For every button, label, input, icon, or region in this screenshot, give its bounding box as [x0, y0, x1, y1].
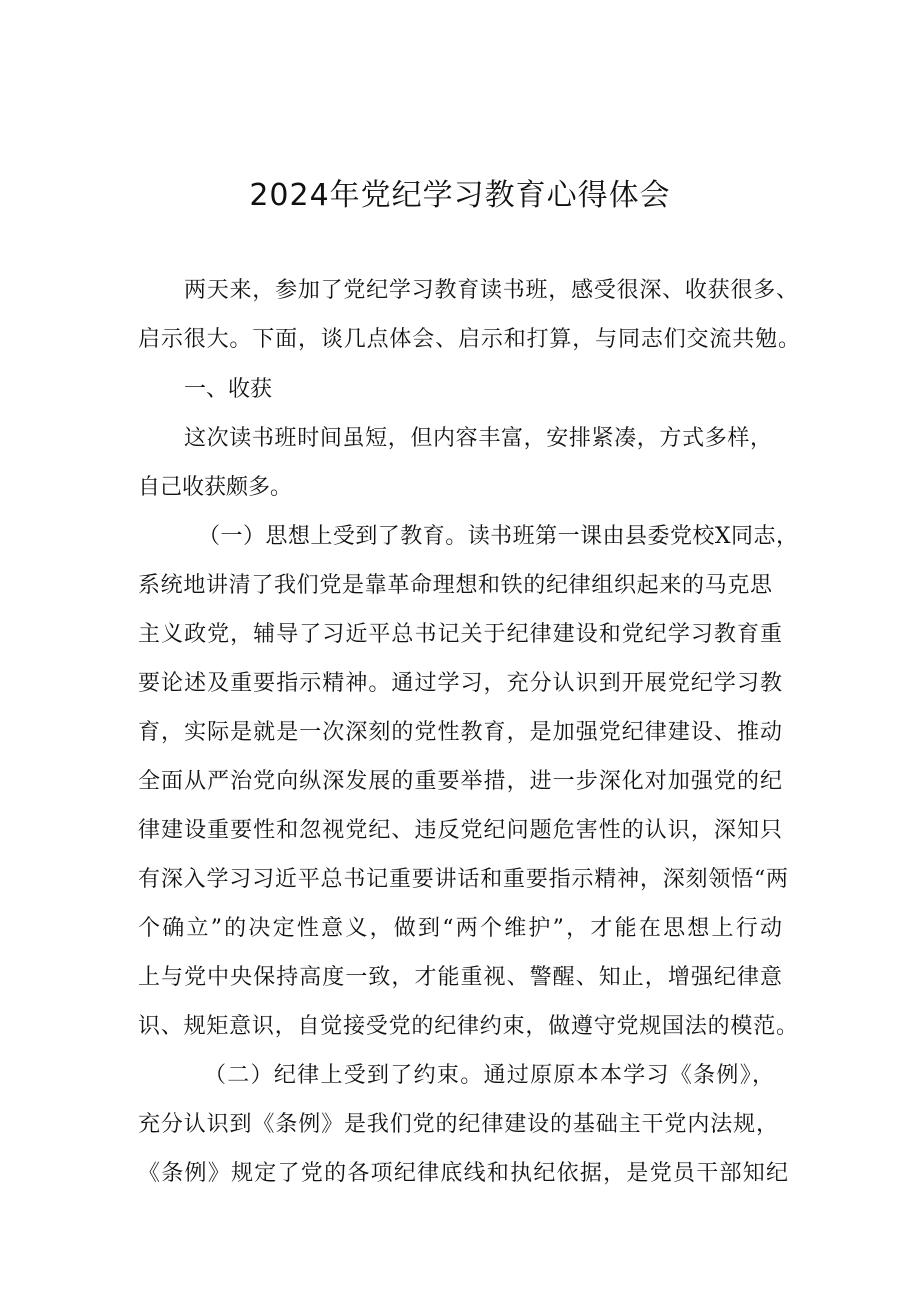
intro-line-1: 两天来，参加了党纪学习教育读书班，感受很深、收获很多、 — [184, 278, 798, 303]
item-one-line-2: 系统地讲清了我们党是靠革命理想和铁的纪律组织起来的马克思 — [138, 573, 772, 598]
summary-line-2: 自己收获颇多。 — [138, 475, 293, 500]
section-heading: 一、收获 — [184, 377, 273, 402]
intro-line-2: 启示很大。下面，谈几点体会、启示和打算，与同志们交流共勉。 — [138, 327, 800, 352]
item-one-line-4: 要论述及重要指示精神。通过学习，充分认识到开展党纪学习教 — [138, 671, 782, 696]
item-one-line-10: 上与党中央保持高度一致，才能重视、警醒、知止，增强纪律意 — [138, 965, 782, 990]
item-one-line-5: 育，实际是就是一次深刻的党性教育，是加强党纪律建设、推动 — [138, 720, 782, 745]
item-one-line-3: 主义政党，辅导了习近平总书记关于纪律建设和党纪学习教育重 — [138, 622, 782, 647]
item-two-line-3: 《条例》规定了党的各项纪律底线和执纪依据，是党员干部知纪 — [138, 1161, 788, 1186]
summary-line-1: 这次读书班时间虽短，但内容丰富，安排紧凑，方式多样， — [184, 426, 772, 451]
item-one-line-9: 个确立”的决定性意义，做到“两个维护”，才能在思想上行动 — [138, 916, 782, 941]
item-one-line-6: 全面从严治党向纵深发展的重要举措，进一步深化对加强党的纪 — [138, 769, 782, 794]
item-one-line-11: 识、规矩意识，自觉接受党的纪律约束，做遵守党规国法的模范。 — [138, 1014, 798, 1039]
item-two-line-1: （二）纪律上受到了约束。通过原原本本学习《条例》， — [204, 1063, 774, 1088]
document-title: 2024年党纪学习教育心得体会 — [249, 178, 671, 213]
item-one-line-1: （一）思想上受到了教育。读书班第一课由县委党校X同志， — [198, 524, 798, 549]
item-one-line-7: 律建设重要性和忽视党纪、违反党纪问题危害性的认识，深知只 — [138, 818, 782, 843]
item-two-line-2: 充分认识到《条例》是我们党的纪律建设的基础主干党内法规， — [138, 1112, 778, 1137]
item-one-line-8: 有深入学习习近平总书记重要讲话和重要指示精神，深刻领悟“两 — [138, 867, 788, 892]
